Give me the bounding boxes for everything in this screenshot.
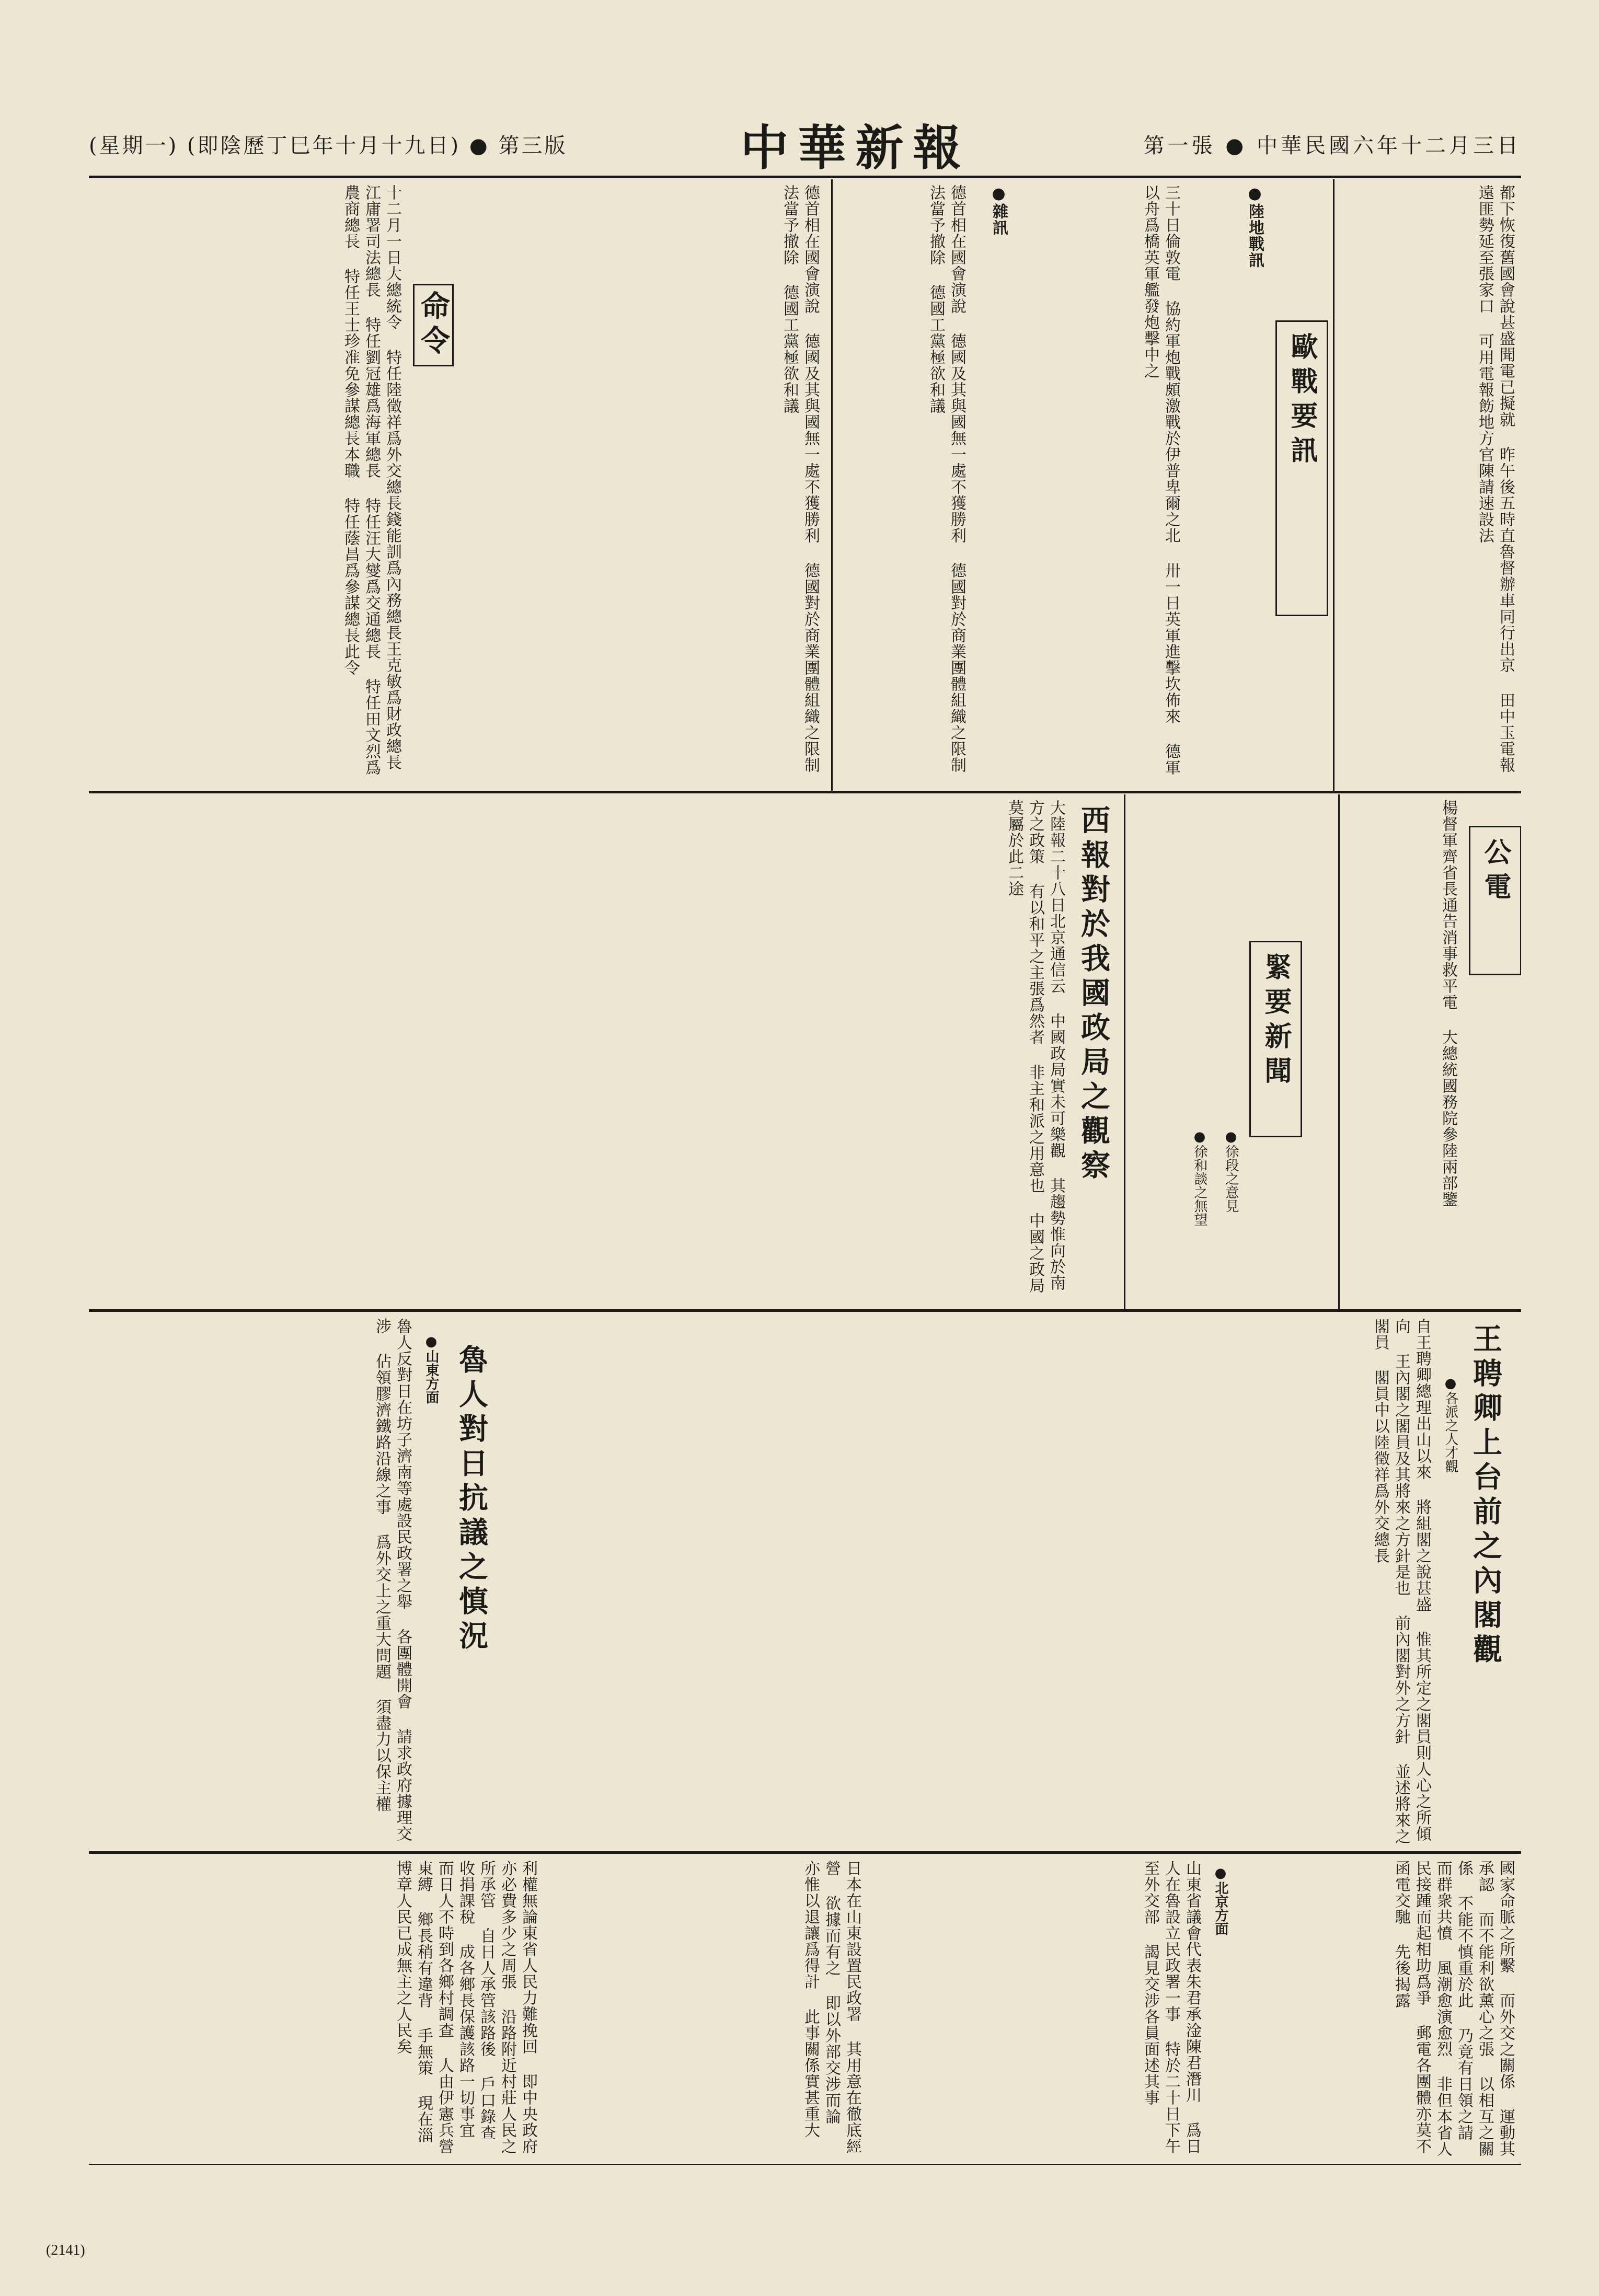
column-divider bbox=[1124, 794, 1125, 1309]
column-divider bbox=[831, 179, 833, 791]
section-rule bbox=[89, 791, 1521, 793]
shandong-text-d: 利權無論東省人民力難挽回 即中央政府亦必費多少之周張 沿路附近村莊人民之所承管 自日人承管該路後 戶口錄查 收捐課稅 成各鄉長保護該路一切事宜 而日人不時到各鄉村調查 人由伊憲兵營東縛 鄉長稍有違背 手無策 現在淄博章人民已成無主之人民矣 bbox=[394, 1860, 537, 2154]
shandong-sub: ●山東方面 bbox=[423, 1334, 439, 1404]
wang-cabinet-text: 自王聘卿總理出山以來 將組閣之說甚盛 惟其所定之閣員則人心之所傾向 王內閣之閣員及其將來之方針是也 前內閣對外之方針 並述將來之閣員 閣員中以陸徵祥爲外交總長 bbox=[1371, 1318, 1431, 1844]
western-press-text: 大陸報二十八日北京通信云 中國政局實未可樂觀 其趨勢惟向於南方之政策 有以和平之主張爲然者 非主和派之用意也 中國之政局莫屬於此二途 bbox=[1005, 800, 1065, 1294]
euro-war-subheading: ●陸地戰訊 bbox=[1246, 184, 1264, 268]
urgent-news-heading: 緊要新聞 bbox=[1249, 941, 1302, 1137]
band-2 bbox=[89, 794, 1521, 1309]
masthead-date-left: 第一張 ● 中華民國六年十二月三日 bbox=[1143, 134, 1521, 158]
shandong-text-a: 國家命脈之所繫 而外交之關係 運動其承認 而不能利欲薰心之張 以相互之關係 不能不慎重於此 乃竟有日領之請 而群衆共憤 風潮愈演愈烈 非但本省人民接踵而起相助爲爭 郵電各團體亦莫不函電交馳 先後揭露 bbox=[1392, 1860, 1515, 2157]
newspaper-page bbox=[89, 114, 1521, 2163]
shandong-protest-text: 魯人反對日在坊子濟南等處設民政署之舉 各團體開會 請求政府據理交涉 佔領膠濟鐵路沿線之事 爲外交上之重大問題 須盡力以保主權 bbox=[373, 1318, 412, 1842]
euro-war-text: 三十日倫敦電 協約軍炮戰頗激戰於伊普卑爾之北 卅一日英軍進擊坎佈來 德軍以舟爲橋英軍艦發炮擊中之 bbox=[1141, 184, 1180, 776]
edicts-text: 十二月一日大總統令 特任陸徵祥爲外交總長錢能訓爲內務總長王克敏爲財政總長江庸署司法總長 特任劉冠雄爲海軍總長 特任汪大燮爲交通總長 特任田文烈爲農商總長 特任王士珍准免參謀總長本職 特任蔭昌爲參謀總長此令 bbox=[341, 184, 401, 776]
edicts-heading: 命令 bbox=[413, 284, 454, 366]
bottom-rule bbox=[89, 2164, 1521, 2165]
shandong-protest-heading: 魯人對日抗議之慎況 bbox=[454, 1344, 489, 1655]
band-3 bbox=[89, 1313, 1521, 1851]
page-number: (2141) bbox=[46, 2242, 85, 2258]
section-rule bbox=[89, 1309, 1521, 1312]
urgent-news-sub2: ●徐和談之無望 bbox=[1192, 1129, 1207, 1226]
beijing-sub: ●北京方面 bbox=[1213, 1865, 1228, 1935]
column-divider bbox=[1333, 179, 1335, 791]
wang-cabinet-sub: ●各派之人才觀 bbox=[1443, 1376, 1458, 1473]
band-1 bbox=[89, 179, 1521, 791]
telegram-heading: 公電 bbox=[1469, 826, 1521, 975]
shandong-text-b: 山東省議會代表朱君承淦陳君潛川 爲日人在魯設立民政署一事 特於二十日下午至外交部 謁見交涉各員面述其事 bbox=[1141, 1860, 1201, 2154]
euro-war-heading: 歐戰要訊 bbox=[1275, 320, 1328, 616]
western-press-heading: 西報對於我國政局之觀察 bbox=[1076, 805, 1111, 1184]
section-rule bbox=[89, 1851, 1521, 1854]
column-divider bbox=[1338, 794, 1340, 1309]
newspaper-title: 中華新報 bbox=[740, 119, 971, 176]
masthead bbox=[89, 114, 1521, 174]
urgent-news-sub1: ●徐段之意見 bbox=[1223, 1129, 1239, 1213]
shandong-text-c: 日本在山東設置民政署 其用意在徹底經營 欲據而有之 即以外部交涉而論 亦惟以退讓爲得計 此事關係實甚重大 bbox=[801, 1860, 861, 2154]
band-4 bbox=[89, 1855, 1521, 2163]
misc-subheading: ●雜訊 bbox=[990, 184, 1008, 236]
telegram-text: 楊督軍齊省長通告消事救平電 大總統國務院參陸兩部鑒 bbox=[1439, 800, 1457, 1207]
masthead-edition-right: (星期一) (即陰歷丁巳年十月十九日) ● 第三版 bbox=[89, 134, 568, 158]
wang-cabinet-heading: 王聘卿上台前之內閣觀 bbox=[1468, 1323, 1503, 1668]
misc-text: 德首相在國會演說 德國及其與國無一處不獲勝利 德國對於商業團體組織之限制法當予撤除 德國工黨極欲和議 bbox=[927, 184, 966, 773]
german-labor-text: 德首相在國會演說 德國及其與國無一處不獲勝利 德國對於商業團體組織之限制法當予撤除 德國工黨極欲和議 bbox=[780, 184, 820, 773]
masthead-rule bbox=[89, 176, 1521, 178]
urgent-telegram-column: 都下恢復舊國會說甚盛聞電已擬就 昨午後五時直魯督辦車同行出京 田中玉電報遠匪勢延至張家口 可用電報飭地方官陳請速設法 bbox=[1476, 184, 1515, 773]
